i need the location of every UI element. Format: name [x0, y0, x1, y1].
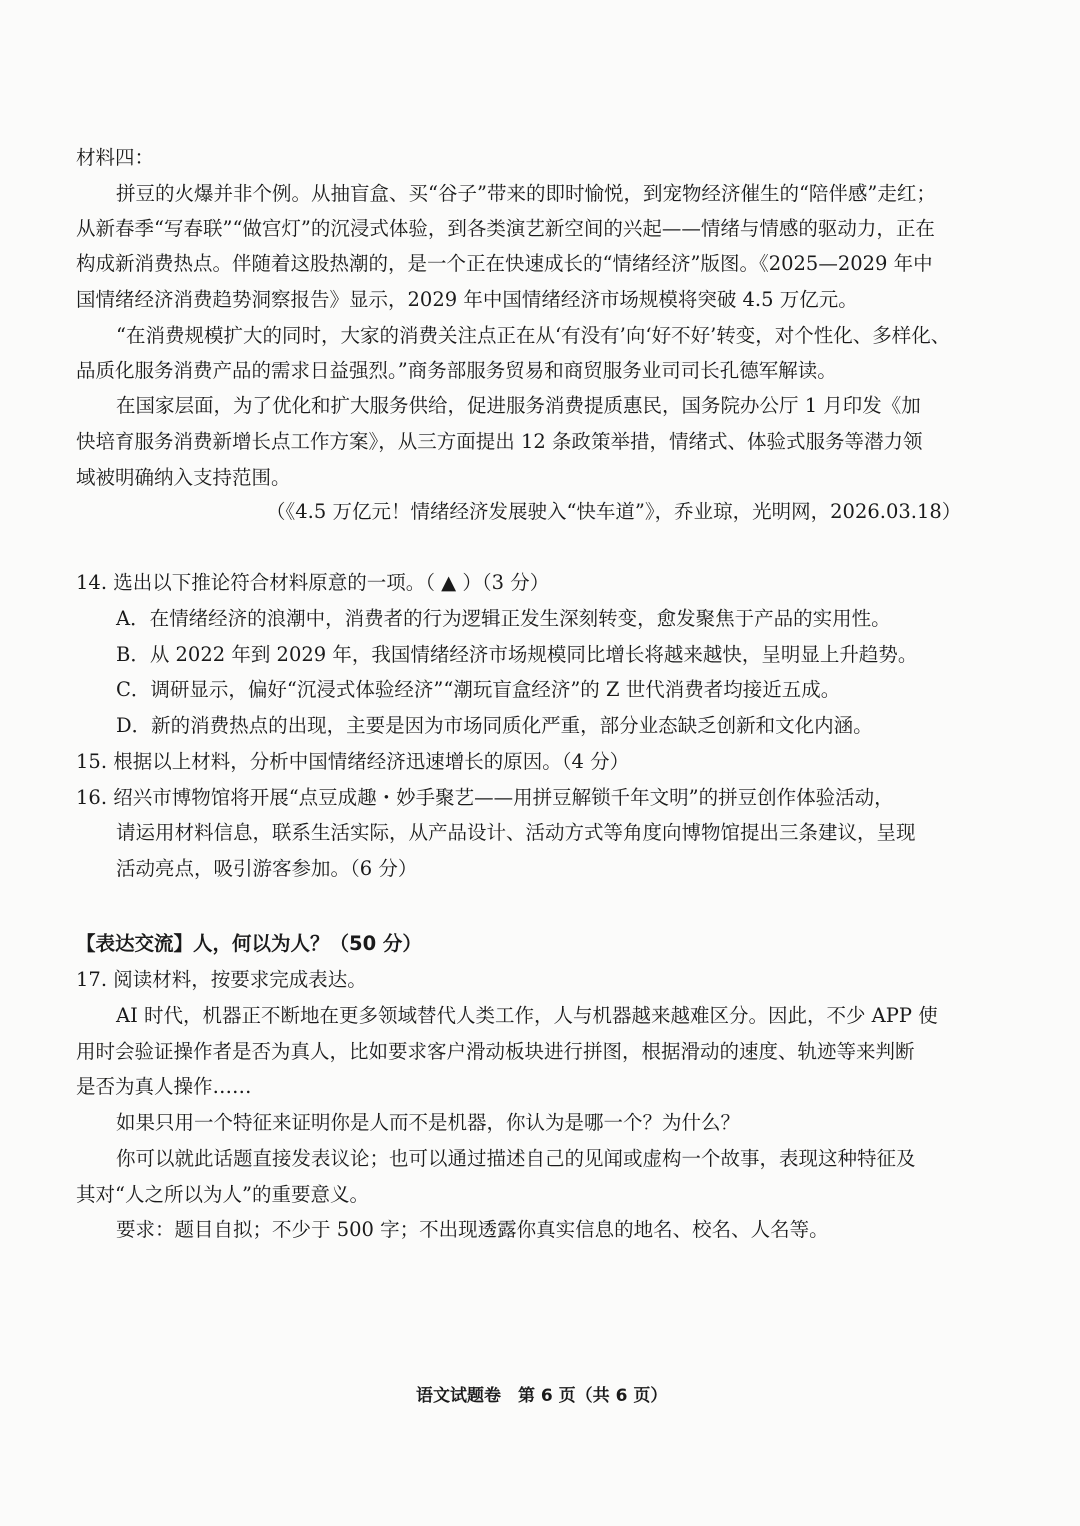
q14-option-b: B．从 2022 年到 2029 年，我国情绪经济市场规模同比增长将越来越快，呈明显上升趋势。	[116, 643, 918, 666]
material4-p2-line2: 品质化服务消费产品的需求日益强烈。”商务部服务贸易和商贸服务业司司长孔德军解读。	[76, 359, 837, 382]
q14-option-a: A．在情绪经济的浪潮中，消费者的行为逻辑正发生深刻转变，愈发聚焦于产品的实用性。	[116, 607, 891, 630]
material4-source: （《4.5 万亿元！情绪经济发展驶入“快车道”》，乔业琼，光明网，2026.03.18）	[266, 500, 962, 523]
material4-heading: 材料四：	[76, 146, 155, 169]
q16-line3: 活动亮点，吸引游客参加。（6 分）	[116, 857, 418, 880]
page-footer: 语文试题卷 第 6 页（共 6 页）	[416, 1386, 668, 1406]
q17-stem: 17. 阅读材料，按要求完成表达。	[76, 968, 367, 991]
q17-p1-line2: 用时会验证操作者是否为真人，比如要求客户滑动板块进行拼图，根据滑动的速度、轨迹等来判断	[76, 1040, 915, 1063]
material4-p3-line3: 域被明确纳入支持范围。	[76, 466, 291, 489]
q14-option-c: C．调研显示，偏好“沉浸式体验经济”“潮玩盲盒经济”的 Z 世代消费者均接近五成。	[116, 678, 841, 701]
q17-p2: 如果只用一个特征来证明你是人而不是机器，你认为是哪一个？为什么？	[116, 1111, 741, 1134]
material4-p3-line1: 在国家层面，为了优化和扩大服务供给，促进服务消费提质惠民，国务院办公厅 1 月印发《加	[116, 394, 921, 417]
material4-p3-line2: 快培育服务消费新增长点工作方案》，从三方面提出 12 条政策举措，情绪式、体验式服务等潜力领	[76, 430, 923, 453]
section-title: 【表达交流】人，何以为人？（50 分）	[76, 932, 422, 955]
q16-line1: 16. 绍兴市博物馆将开展“点豆成趣・妙手聚艺——用拼豆解锁千年文明”的拼豆创作体验活动，	[76, 786, 894, 809]
q17-p4: 要求：题目自拟；不少于 500 字；不出现透露你真实信息的地名、校名、人名等。	[116, 1218, 829, 1241]
q17-p1-line1: AI 时代，机器正不断地在更多领域替代人类工作，人与机器越来越难区分。因此，不少 APP 使	[116, 1004, 938, 1027]
q15-stem: 15. 根据以上材料，分析中国情绪经济迅速增长的原因。（4 分）	[76, 750, 630, 773]
material4-p1-line2: 从新春季“写春联”“做宫灯”的沉浸式体验，到各类演艺新空间的兴起——情绪与情感的驱动力，正在	[76, 217, 935, 240]
q17-p3-line2: 其对“人之所以为人”的重要意义。	[76, 1183, 369, 1206]
material4-p1-line1: 拼豆的火爆并非个例。从抽盲盒、买“谷子”带来的即时愉悦，到宠物经济催生的“陪伴感”走红；	[116, 182, 936, 205]
q14-option-d: D．新的消费热点的出现，主要是因为市场同质化严重，部分业态缺乏创新和文化内涵。	[116, 714, 873, 737]
material4-p2-line1: “在消费规模扩大的同时，大家的消费关注点正在从‘有没有’向‘好不好’转变，对个性化、多样化、	[116, 324, 951, 347]
q17-p3-line1: 你可以就此话题直接发表议论；也可以通过描述自己的见闻或虚构一个故事，表现这种特征及	[116, 1147, 916, 1170]
q17-p1-line3: 是否为真人操作……	[76, 1075, 252, 1098]
q16-line2: 请运用材料信息，联系生活实际，从产品设计、活动方式等角度向博物馆提出三条建议，呈现	[116, 821, 916, 844]
material4-p1-line3: 构成新消费热点。伴随着这股热潮的，是一个正在快速成长的“情绪经济”版图。《2025—2029 年中	[76, 252, 933, 275]
q14-stem: 14. 选出以下推论符合材料原意的一项。（ ▲ ）（3 分）	[76, 571, 550, 594]
material4-p1-line4: 国情绪经济消费趋势洞察报告》显示，2029 年中国情绪经济市场规模将突破 4.5 万亿元。	[76, 288, 858, 311]
